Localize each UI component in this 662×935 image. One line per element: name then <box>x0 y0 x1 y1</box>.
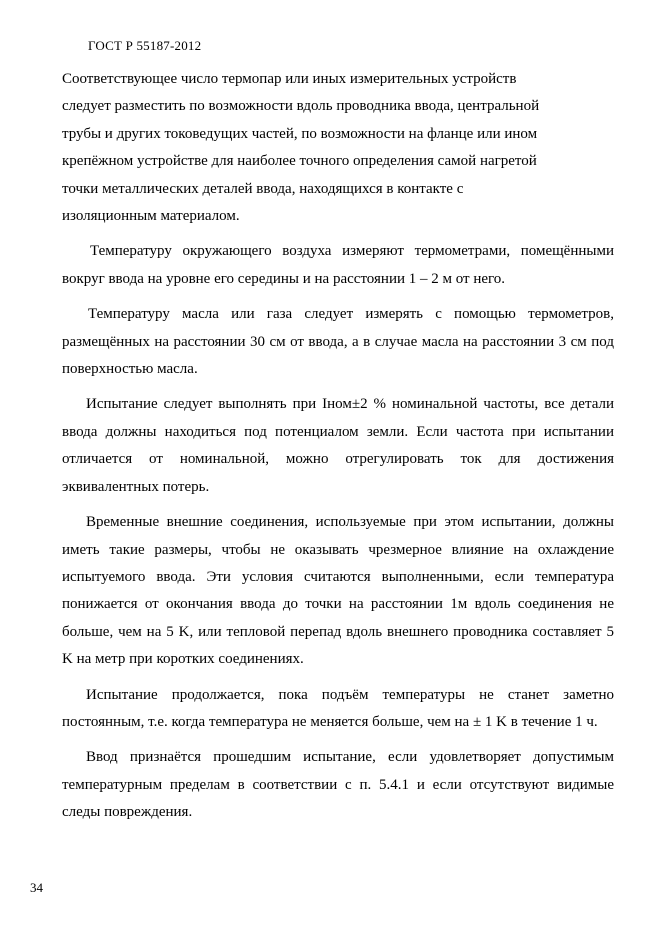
intro-line: трубы и других токоведущих частей, по возможности на фланце или ином <box>62 125 538 142</box>
intro-line: Соответствующее число термопар или иных измерительных устройств <box>62 71 517 87</box>
paragraph-external-connections: Временные внешние соединения, используемые при этом испытании, должны иметь такие размеры, чтобы не оказывать чрезмерное влияние на охлаждение испытуемого ввода. Эти условия считаются выполненными, если температура понижается от окончания ввода до точки на расстоянии 1м вдоль соединения не больше, чем на 5 K, или тепловой перепад вдоль внешнего проводника составляет 5 K на метр при коротких соединениях. <box>62 514 614 668</box>
intro-line: крепёжном устройстве для наиболее точного определения самой нагретой <box>62 153 537 170</box>
standard-header: ГОСТ Р 55187-2012 <box>88 38 202 53</box>
intro-line: точки металлических деталей ввода, находящихся в контакте с <box>62 180 464 197</box>
intro-block <box>62 66 614 230</box>
paragraph-ambient-temperature: Температуру окружающего воздуха измеряют термометрами, помещёнными вокруг ввода на уровне его середины и на расстоянии 1 – 2 м от него. <box>62 243 614 287</box>
paragraph-test-duration: Испытание продолжается, пока подъём температуры не станет заметно постоянным, т.е. когда температура не меняется больше, чем на ± 1 K в течение 1 ч. <box>62 686 614 730</box>
paragraph-test-current: Испытание следует выполнять при Iном±2 % номинальной частоты, все детали ввода должны находиться под потенциалом земли. Если частота при испытании отличается от номинальной, можно отрегулировать ток для достижения эквивалентных потерь. <box>62 396 614 495</box>
page-number: 34 <box>30 880 43 895</box>
intro-line: изоляционным материалом. <box>62 208 240 225</box>
intro-line: следует разместить по возможности вдоль проводника ввода, центральной <box>62 98 540 115</box>
paragraph-pass-criteria: Ввод признаётся прошедшим испытание, если удовлетворяет допустимым температурным пределам в соответствии с п. 5.4.1 и если отсутствуют видимые следы повреждения. <box>62 749 614 821</box>
document-body <box>62 66 614 827</box>
paragraph-oil-gas-temperature: Температуру масла или газа следует измерять с помощью термометров, размещённых на расстоянии 30 см от ввода, а в случае масла на расстоянии 3 см под поверхностью масла. <box>62 306 614 378</box>
